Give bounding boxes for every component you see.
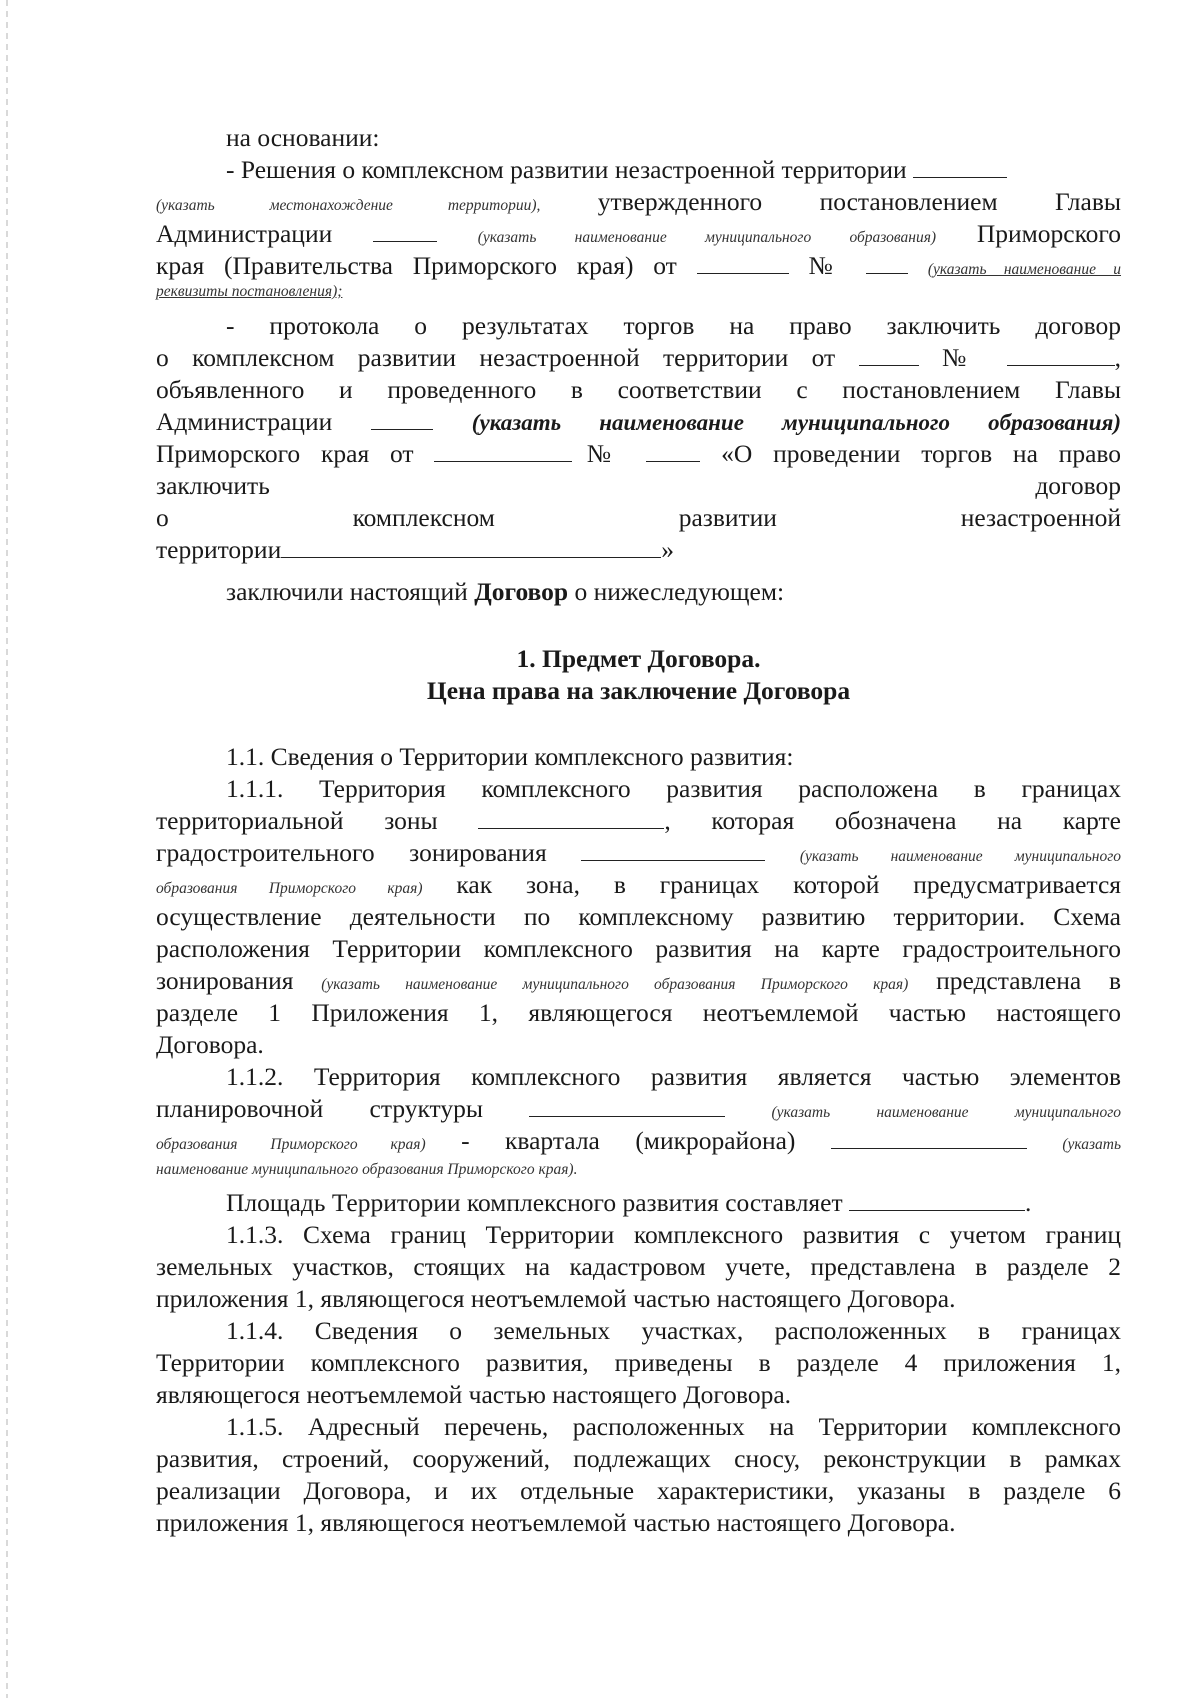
blank-field	[478, 806, 664, 829]
p2-line-5: Приморского края от № «О проведении торгов на право	[156, 439, 1122, 468]
clause-1-1-5-line-3: реализации Договора, и их отдельные характеристики, указаны в разделе 6	[156, 1476, 1121, 1505]
clause-1-1-2-line-4: наименование муниципального образования Приморского края).	[156, 1161, 578, 1178]
blank-field	[1007, 343, 1115, 366]
p2-line-6: заключить договор	[156, 471, 1121, 500]
conclusion-line: заключили настоящий Договор о нижеследующем:	[226, 577, 785, 606]
clause-1-1-1-line-2: территориальной зоны , которая обозначена на карте	[156, 806, 1121, 835]
clause-1-1-4-line-3: являющегося неотъемлемой частью настоящего Договора.	[156, 1380, 792, 1409]
area-line: Площадь Территории комплексного развития составляет .	[226, 1188, 1032, 1217]
clause-1-1: 1.1. Сведения о Территории комплексного развития:	[226, 742, 794, 771]
blank-field	[849, 1188, 1025, 1211]
clause-1-1-4-line-2: Территории комплексного развития, приведены в разделе 4 приложения 1,	[156, 1348, 1121, 1377]
clause-1-1-5-line-2: развития, строений, сооружений, подлежащих сносу, реконструкции в рамках	[156, 1444, 1121, 1473]
clause-1-1-1-line-3: градостроительного зонирования (указать наименование муниципального	[156, 838, 1122, 867]
clause-1-1-3-line-1: 1.1.3. Схема границ Территории комплексного развития с учетом границ	[226, 1220, 1121, 1249]
blank-field	[581, 838, 765, 861]
p1-line-3: Администрации (указать наименование муниципального образования) Приморского	[156, 219, 1121, 248]
section-title-1: 1. Предмет Договора.	[516, 644, 761, 673]
clause-1-1-2-line-1: 1.1.2. Территория комплексного развития является частью элементов	[226, 1062, 1121, 1091]
p2-line-3: объявленного и проведенного в соответствии с постановлением Главы	[156, 375, 1121, 404]
clause-1-1-1-line-4: образования Приморского края) как зона, в границах которой предусматривается	[156, 870, 1121, 899]
blank-field	[913, 155, 1007, 178]
p1-line-2: (указать местонахождение территории), утвержденного постановлением Главы	[156, 187, 1122, 216]
clause-1-1-1-line-1: 1.1.1. Территория комплексного развития расположена в границах	[226, 774, 1121, 803]
section-title-2: Цена права на заключение Договора	[426, 676, 851, 705]
blank-field	[371, 407, 433, 430]
p2-line-7: о комплексном развитии незастроенной	[156, 503, 1122, 532]
p1-line-5: реквизиты постановления);	[156, 283, 343, 300]
blank-field	[373, 219, 437, 242]
clause-1-1-3-line-2: земельных участков, стоящих на кадастровом учете, представлена в разделе 2	[156, 1252, 1121, 1281]
clause-1-1-5-line-4: приложения 1, являющегося неотъемлемой частью настоящего Договора.	[156, 1508, 956, 1537]
clause-1-1-1-line-7: зонирования (указать наименование муниципального образования Приморского края) представлена в	[156, 966, 1122, 995]
clause-1-1-3-line-3: приложения 1, являющегося неотъемлемой частью настоящего Договора.	[156, 1284, 956, 1313]
clause-1-1-2-line-2: планировочной структуры (указать наименование муниципального	[156, 1094, 1122, 1123]
blank-field	[831, 1126, 1027, 1149]
clause-1-1-2-line-3: образования Приморского края) - квартала (микрорайона) (указать	[156, 1126, 1122, 1155]
basis-line: на основании:	[226, 123, 380, 152]
blank-field	[529, 1094, 725, 1117]
blank-field	[859, 343, 919, 366]
clause-1-1-1-line-9: Договора.	[156, 1030, 264, 1059]
blank-field	[646, 439, 700, 462]
p2-line-2: о комплексном развитии незастроенной территории от № ,	[156, 343, 1122, 372]
p2-line-8: территории »	[156, 535, 674, 564]
blank-field	[866, 251, 908, 274]
clause-1-1-1-line-8: разделе 1 Приложения 1, являющегося неотъемлемой частью настоящего	[156, 998, 1121, 1027]
clause-1-1-5-line-1: 1.1.5. Адресный перечень, расположенных на Территории комплексного	[226, 1412, 1121, 1441]
blank-field	[697, 251, 789, 274]
p1-line-4: края (Правительства Приморского края) от № (указать наименование и	[156, 251, 1122, 280]
blank-field	[434, 439, 572, 462]
clause-1-1-1-line-5: осуществление деятельности по комплексному развитию территории. Схема	[156, 902, 1121, 931]
p2-line-4: Администрации (указать наименование муниципального образования)	[156, 407, 1122, 436]
p2-line-1: - протокола о результатах торгов на право заключить договор	[226, 311, 1121, 340]
clause-1-1-1-line-6: расположения Территории комплексного развития на карте градостроительного	[156, 934, 1121, 963]
clause-1-1-4-line-1: 1.1.4. Сведения о земельных участках, расположенных в границах	[226, 1316, 1121, 1345]
blank-field	[281, 535, 661, 558]
p1-line-1: - Решения о комплексном развитии незастроенной территории	[226, 154, 1121, 186]
scan-edge	[6, 0, 8, 1698]
